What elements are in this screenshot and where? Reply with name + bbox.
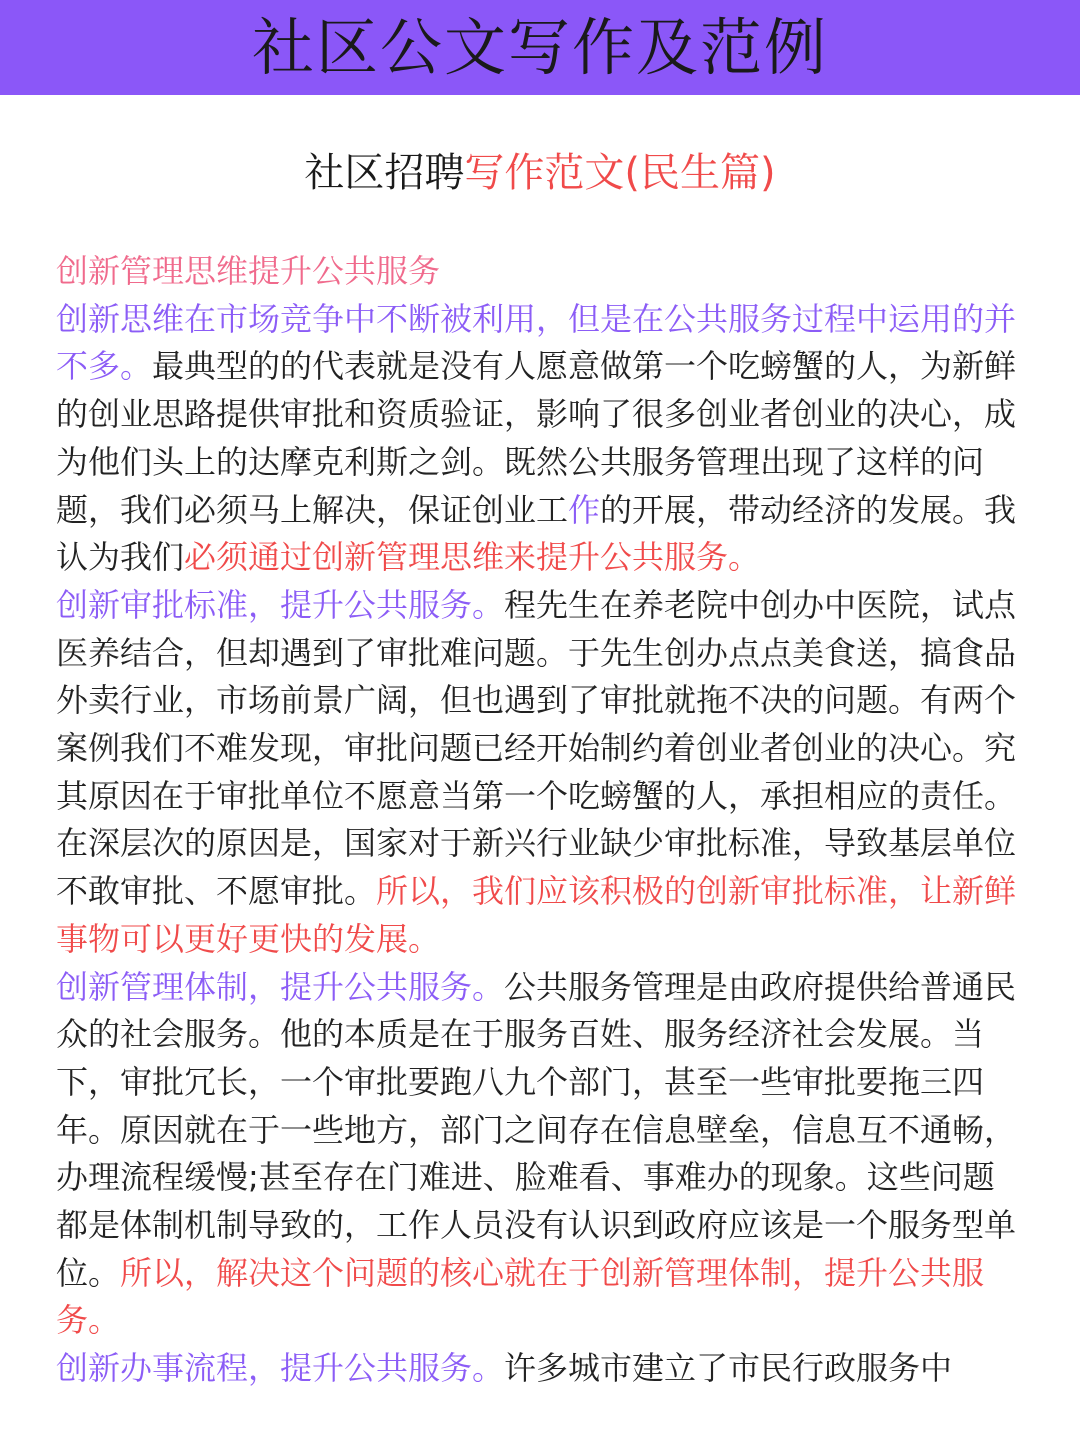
paragraph-2-body: 程先生在养老院中创办中医院，试点医养结合，但却遇到了审批难问题。于先生创办点点美食送，搞食品外卖行业，市场前景广阔，但也遇到了审批就拖不决的问题。有两个案例我们不难发现，审批问题已经开始制约着创业者创业的决心。究其原因在于审批单位不愿意当第一个吃螃蟹的人，承担相应的责任。在深层次的原因是，国家对于新兴行业缺少审批标准，导致基层单位不敢审批、不愿审批。 <box>56 585 1017 911</box>
article-heading: 创新管理思维提升公共服务 <box>56 252 441 290</box>
paragraph-1-body: 最典型的的代表就是没有人愿意做第一个吃螃蟹的人，为新鲜的创业思路提供审批和资质验证，影响了很多创业者创业的决心，成为他们头上的达摩克利斯之剑。既然公共服务管理出现了这样的问题，我们必须马上解决，保证创业工 <box>56 347 1017 529</box>
subtitle-part2: 写作范文(民生篇) <box>464 150 776 196</box>
paragraph-3-lead: 创新管理体制，提升公共服务。 <box>56 967 505 1006</box>
paragraph-3 <box>56 964 1026 1346</box>
page-title: 社区公文写作及范例 <box>251 10 828 84</box>
paragraph-4 <box>56 1345 1026 1393</box>
paragraph-1-conclusion: 必须通过创新管理思维来提升公共服务。 <box>184 538 761 577</box>
subtitle <box>0 145 1080 201</box>
paragraph-1-accent: 作 <box>568 490 601 529</box>
paragraph-1 <box>56 296 1026 582</box>
paragraph-4-lead: 创新办事流程，提升公共服务。 <box>56 1349 505 1388</box>
paragraph-1-lead: 创新思维在市场竞争中不断被利用，但是在公共服务过程中运用的并不多。 <box>56 299 1017 386</box>
paragraph-3-conclusion: 所以，解决这个问题的核心就在于创新管理体制，提升公共服务。 <box>56 1253 985 1340</box>
paragraph-4-body: 许多城市建立了市民行政服务中 <box>504 1349 953 1388</box>
paragraph-2-lead: 创新审批标准，提升公共服务。 <box>56 585 505 624</box>
paragraph-3-body: 公共服务管理是由政府提供给普通民众的社会服务。他的本质是在于服务百姓、服务经济社会发展。当下，审批冗长，一个审批要跑八九个部门，甚至一些审批要拖三四年。原因就在于一些地方，部门之间存在信息壁垒，信息互不通畅，办理流程缓慢;甚至存在门难进、脸难看、事难办的现象。这些问题都是体制机制导致的，工作人员没有认识到政府应该是一个服务型单位。 <box>56 967 1017 1292</box>
article-body <box>56 248 1026 1393</box>
paragraph-1-body-2: 的开展，带动经济的发展。我认为我们 <box>56 490 1017 577</box>
paragraph-2-conclusion: 所以，我们应该积极的创新审批标准，让新鲜事物可以更好更快的发展。 <box>56 872 1017 958</box>
subtitle-part1: 社区招聘 <box>304 150 465 196</box>
title-banner <box>0 0 1080 95</box>
paragraph-2 <box>56 582 1026 964</box>
